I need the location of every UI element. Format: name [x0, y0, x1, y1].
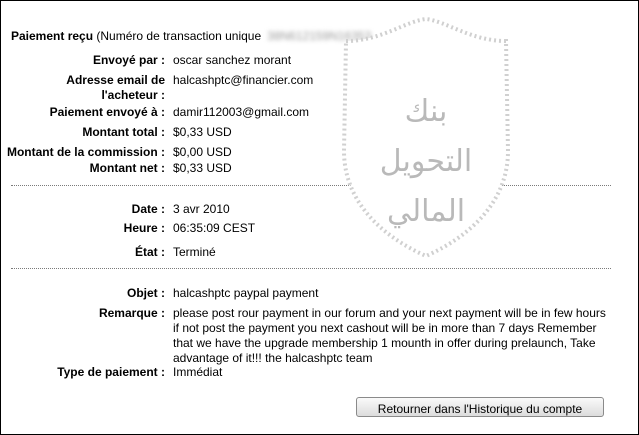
- payment-type-label: Type de paiement :: [57, 365, 165, 379]
- page-title: [11, 29, 371, 43]
- stamp-line-2: ﺍﻟﺘﺤﻮﻳﻞ: [379, 144, 473, 179]
- date-label: Date :: [131, 202, 165, 216]
- status-value: Terminé: [173, 245, 216, 259]
- status-label: État :: [135, 245, 165, 259]
- back-to-history-button[interactable]: Retourner dans l'Historique du compte: [356, 397, 604, 417]
- buyer-email-label-1: Adresse email de: [66, 73, 165, 87]
- note-label: Remarque :: [98, 306, 165, 320]
- fee-label: Montant de la commission :: [6, 145, 165, 159]
- subject-label: Objet :: [127, 286, 165, 300]
- fee-value: $0,00 USD: [173, 145, 232, 159]
- sent-by-value: oscar sanchez morant: [173, 53, 292, 67]
- title-bold: Paiement reçu: [11, 29, 94, 43]
- stamp-line-1: ﺑﻨﻚ: [404, 94, 448, 129]
- separator: [11, 268, 611, 269]
- stamp-line-3: ﺍﻟﻤﺎﻟﻲ: [386, 194, 466, 229]
- payment-type-value: Immédiat: [173, 365, 223, 379]
- buyer-email-label-2: l'acheteur :: [101, 88, 165, 102]
- sent-by-label: Envoyé par :: [92, 53, 165, 67]
- net-label: Montant net :: [89, 161, 165, 175]
- net-value: $0,33 USD: [173, 161, 232, 175]
- time-value: 06:35:09 CEST: [173, 221, 256, 235]
- shield-stamp-icon: [326, 11, 526, 261]
- date-value: 3 avr 2010: [173, 202, 230, 216]
- sent-to-value: damir112003@gmail.com: [173, 105, 310, 119]
- title-rest: (Numéro de transaction unique: [96, 29, 262, 43]
- total-value: $0,33 USD: [173, 125, 232, 139]
- transaction-id: 38N612159N16353: [267, 29, 372, 43]
- total-label: Montant total :: [82, 125, 165, 139]
- note-value: please post rour payment in our forum and your next payment will be in few hours if not post the payment you next cashout will be in more than 7 days Remember that we have the upgrade membership 1 mounth in offer during prelaunch, Take advantage of it!!! the halcashptc team: [173, 306, 606, 365]
- time-label: Heure :: [123, 221, 165, 235]
- buyer-email-value: halcashptc@financier.com: [173, 73, 314, 87]
- subject-value: halcashptc paypal payment: [173, 286, 319, 300]
- sent-to-label: Paiement envoyé à :: [49, 105, 165, 119]
